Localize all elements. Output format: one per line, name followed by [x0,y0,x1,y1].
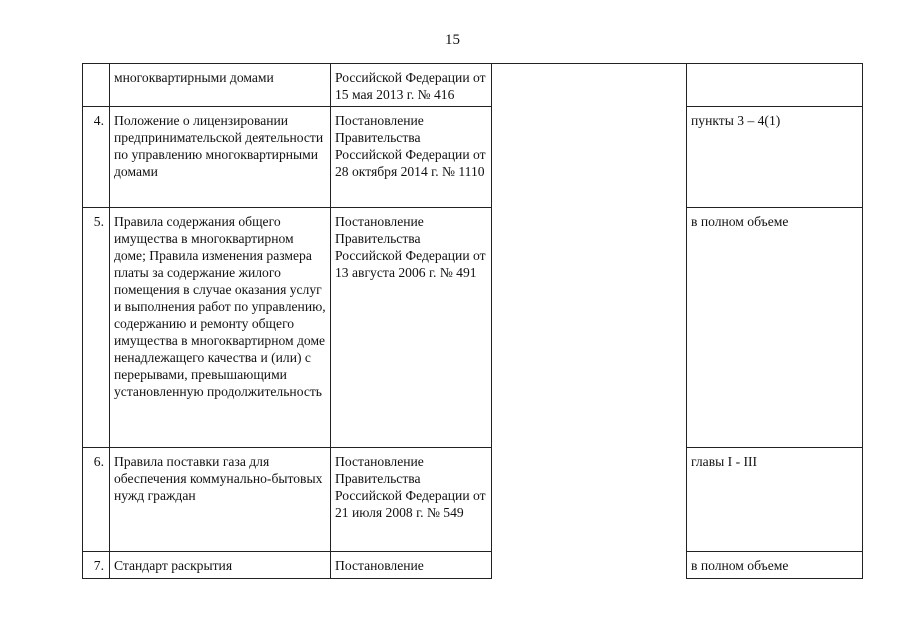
row-number: 7. [83,552,110,579]
row-number: 5. [83,208,110,448]
legal-act: Постановление Правительства Российской Федерации от 28 октября 2014 г. № 1110 [331,107,492,208]
application-scope: в полном объеме [687,208,863,448]
requirement-name: Стандарт раскрытия [110,552,331,579]
table-row [83,208,863,448]
requirement-name: Правила содержания общего имущества в многоквартирном доме; Правила изменения размера платы за содержание жилого помещения в случае оказания услуг и выполнения работ по управлению, содержанию и ремонту общего имущества в многоквартирном доме ненадлежащего качества и (или) с перерывами, превышающими установленную продолжительность [110,208,331,448]
application-scope: главы I - III [687,448,863,552]
requirement-name: Положение о лицензировании предпринимательской деятельности по управлению многоквартирными домами [110,107,331,208]
row-number: 6. [83,448,110,552]
table-row [83,448,863,552]
regulations-table [82,63,863,579]
legal-act: Российской Федерации от 15 мая 2013 г. № 416 [331,64,492,107]
page-number: 15 [445,32,460,48]
requirement-name: многоквартирными домами [110,64,331,107]
blank-column [492,64,687,579]
table-row [83,64,863,107]
application-scope [687,64,863,107]
application-scope: в полном объеме [687,552,863,579]
legal-act: Постановление [331,552,492,579]
table-row [83,552,863,579]
legal-act: Постановление Правительства Российской Федерации от 13 августа 2006 г. № 491 [331,208,492,448]
row-number [83,64,110,107]
legal-act: Постановление Правительства Российской Федерации от 21 июля 2008 г. № 549 [331,448,492,552]
requirement-name: Правила поставки газа для обеспечения коммунально-бытовых нужд граждан [110,448,331,552]
row-number: 4. [83,107,110,208]
table-row [83,107,863,208]
application-scope: пункты 3 – 4(1) [687,107,863,208]
